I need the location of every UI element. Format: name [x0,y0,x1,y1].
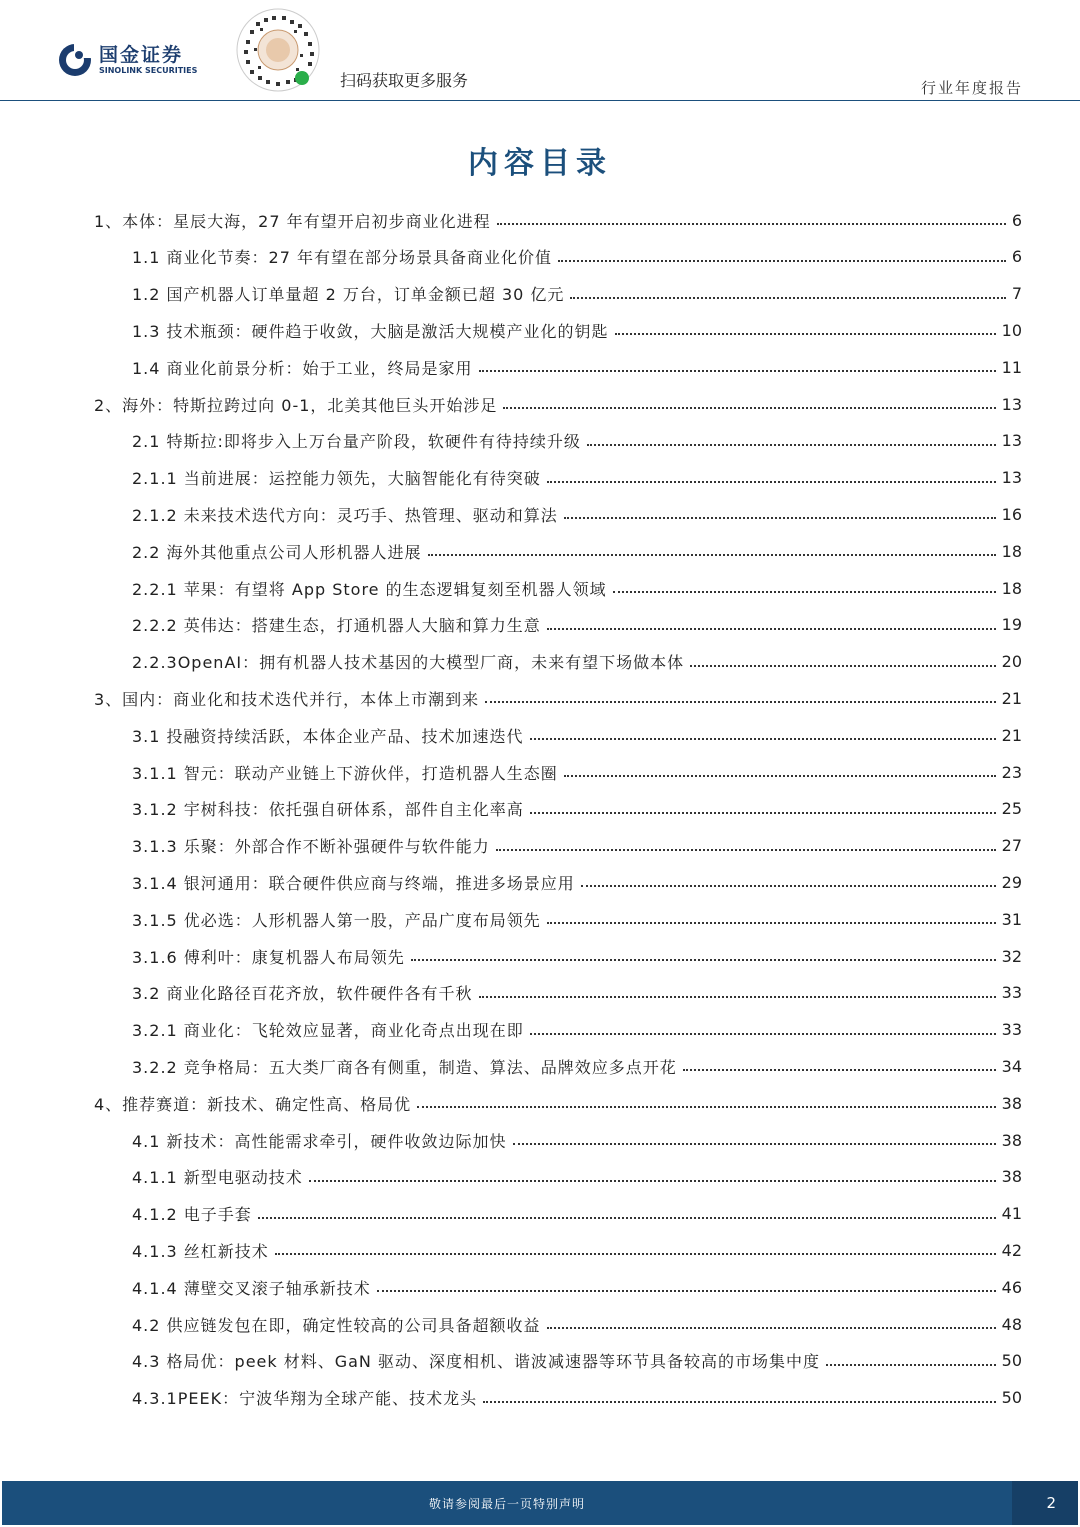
toc-dot-leader [513,1143,996,1145]
toc-dot-leader [615,333,996,335]
toc-entry-label: 1.3 技术瓶颈：硬件趋于收敛，大脑是激活大规模产业化的钥匙 [132,321,609,341]
toc-entry[interactable] [132,276,1022,312]
toc-entry-label: 1、本体：星辰大海，27 年有望开启初步商业化进程 [94,211,491,231]
toc-entry-page: 10 [1001,320,1022,340]
toc-entry-label: 3.1.3 乐聚：外部合作不断补强硬件与软件能力 [132,837,490,857]
toc-dot-leader [411,959,996,961]
toc-entry-page: 48 [1001,1314,1022,1334]
toc-entry[interactable] [132,239,1022,275]
toc-entry-page: 42 [1001,1240,1022,1260]
toc-entry-page: 19 [1001,615,1022,635]
page-header [0,0,1080,100]
toc-entry-page: 13 [1001,468,1022,488]
footer-page-box [1012,1481,1078,1525]
toc-entry-page: 31 [1001,909,1022,929]
toc-dot-leader [581,885,996,887]
report-type-label: 行业年度报告 [920,79,1023,97]
toc-entry[interactable] [132,1343,1022,1379]
toc-entry-label: 2、海外：特斯拉跨过向 0-1，北美其他巨头开始涉足 [94,395,498,415]
toc-entry[interactable] [132,349,1022,385]
toc-dot-leader [690,665,996,667]
toc-entry-label: 4.3 格局优：peek 材料、GaN 驱动、深度相机、谐波减速器等环节具备较高的市场集中度 [132,1352,820,1372]
toc-dot-leader [309,1180,996,1182]
toc-entry[interactable] [132,533,1022,569]
toc-entry-page: 34 [1001,1056,1022,1076]
toc-entry-label: 3.1.2 宇树科技：依托强自研体系，部件自主化率高 [132,800,524,820]
toc-entry-page: 11 [1001,357,1022,377]
toc-entry-page: 38 [1001,1130,1022,1150]
toc-entry-page: 33 [1001,1020,1022,1040]
toc-dot-leader [275,1253,996,1255]
toc-entry-label: 2.1.1 当前进展：运控能力领先，大脑智能化有待突破 [132,469,541,489]
toc-entry[interactable] [132,754,1022,790]
toc-entry-label: 1.1 商业化节奏：27 年有望在部分场景具备商业化价值 [132,248,552,268]
toc-dot-leader [417,1106,995,1108]
toc-entry[interactable] [94,202,1022,238]
toc-entry-label: 3.1.6 傅利叶：康复机器人布局领先 [132,947,405,967]
toc-dot-leader [587,444,996,446]
toc-entry-page: 33 [1001,983,1022,1003]
toc-entry-label: 3.1.4 银河通用：联合硬件供应商与终端，推进多场景应用 [132,873,575,893]
toc-entry-label: 4.1.3 丝杠新技术 [132,1241,269,1261]
toc-entry-label: 2.2.2 英伟达：搭建生态，打通机器人大脑和算力生意 [132,616,541,636]
toc-entry[interactable] [132,1048,1022,1084]
logo-english-name: SINOLINK SECURITIES [99,66,198,75]
toc-entry[interactable] [132,828,1022,864]
toc-entry[interactable] [132,1159,1022,1195]
toc-entry-page: 50 [1001,1388,1022,1408]
toc-entry-label: 3.1.1 智元：联动产业链上下游伙伴，打造机器人生态圈 [132,763,558,783]
toc-entry[interactable] [132,901,1022,937]
toc-entry-page: 25 [1001,799,1022,819]
toc-entry-label: 2.2 海外其他重点公司人形机器人进展 [132,542,422,562]
toc-dot-leader [503,407,995,409]
toc-entry-page: 18 [1001,578,1022,598]
toc-dot-leader [530,812,996,814]
toc-dot-leader [547,481,996,483]
qr-code-icon[interactable] [236,8,320,92]
toc-entry[interactable] [132,1269,1022,1305]
toc-entry[interactable] [132,1012,1022,1048]
toc-dot-leader [496,849,996,851]
toc-dot-leader [377,1290,996,1292]
toc-entry[interactable] [132,644,1022,680]
toc-entry[interactable] [132,1232,1022,1268]
toc-entry-page: 38 [1001,1093,1022,1113]
toc-entry-page: 27 [1001,836,1022,856]
toc-entry-label: 1.4 商业化前景分析：始于工业，终局是家用 [132,358,473,378]
toc-entry-label: 3.2.2 竞争格局：五大类厂商各有侧重，制造、算法、品牌效应多点开花 [132,1057,677,1077]
toc-dot-leader [558,260,1006,262]
toc-entry-label: 4.3.1PEEK：宁波华翔为全球产能、技术龙头 [132,1389,478,1409]
toc-entry-label: 3.2 商业化路径百花齐放，软件硬件各有千秋 [132,984,473,1004]
toc-dot-leader [613,591,996,593]
toc-dot-leader [258,1217,996,1219]
toc-dot-leader [547,922,996,924]
toc-entry-page: 23 [1001,762,1022,782]
toc-entry-label: 2.1 特斯拉:即将步入上万台量产阶段，软硬件有待持续升级 [132,432,581,452]
toc-entry-page: 16 [1001,504,1022,524]
toc-dot-leader [826,1364,996,1366]
toc-entry[interactable] [94,680,1022,716]
page-number: 2 [1046,1494,1056,1512]
toc-entry-label: 3.2.1 商业化：飞轮效应显著，商业化奇点出现在即 [132,1021,524,1041]
toc-entry[interactable] [132,975,1022,1011]
toc-entry-label: 2.2.3OpenAI：拥有机器人技术基因的大模型厂商，未来有望下场做本体 [132,653,685,673]
toc-dot-leader [547,628,996,630]
toc-dot-leader [530,738,996,740]
toc-entry-page: 32 [1001,946,1022,966]
toc-entry-label: 4.1 新技术：高性能需求牵引，硬件收敛边际加快 [132,1131,507,1151]
toc-entry-page: 6 [1011,210,1022,230]
toc-dot-leader [428,554,996,556]
logo-chinese-name: 国金证券 [99,44,184,66]
toc-entry-label: 1.2 国产机器人订单量超 2 万台，订单金额已超 30 亿元 [132,285,565,305]
toc-entry[interactable] [132,1196,1022,1232]
toc-dot-leader [570,297,1005,299]
toc-dot-leader [479,996,996,998]
toc-entry[interactable] [132,312,1022,348]
toc-entry[interactable] [132,938,1022,974]
toc-entry[interactable] [94,1085,1022,1121]
toc-dot-leader [547,1327,996,1329]
toc-entry-label: 4.1.4 薄壁交叉滚子轴承新技术 [132,1278,371,1298]
company-logo [58,43,197,77]
toc-entry-label: 2.1.2 未来技术迭代方向：灵巧手、热管理、驱动和算法 [132,505,558,525]
toc-entry-page: 13 [1001,394,1022,414]
toc-entry-page: 46 [1001,1277,1022,1297]
toc-entry-page: 29 [1001,872,1022,892]
toc-entry[interactable] [132,864,1022,900]
toc-entry-page: 13 [1001,431,1022,451]
toc-dot-leader [564,775,996,777]
toc-entry-label: 3.1.5 优必选：人形机器人第一股，产品广度布局领先 [132,910,541,930]
toc-entry-page: 21 [1001,725,1022,745]
toc-entry-page: 20 [1001,652,1022,672]
toc-entry-page: 21 [1001,688,1022,708]
toc-dot-leader [530,1033,996,1035]
toc-entry[interactable] [132,570,1022,606]
page-footer [2,1481,1078,1525]
toc-entry[interactable] [132,791,1022,827]
toc-entry-page: 50 [1001,1351,1022,1371]
toc-entry[interactable] [132,1306,1022,1342]
toc-dot-leader [483,1401,996,1403]
toc-entry-label: 3、国内：商业化和技术迭代并行，本体上市潮到来 [94,689,480,709]
toc-entry-page: 38 [1001,1167,1022,1187]
toc-entry-label: 4、推荐赛道：新技术、确定性高、格局优 [94,1094,412,1114]
toc-entry-page: 6 [1011,247,1022,267]
sinolink-logo-icon [58,43,92,77]
toc-entry[interactable] [132,1380,1022,1416]
toc-entry[interactable] [132,1122,1022,1158]
toc-entry[interactable] [132,717,1022,753]
toc-entry[interactable] [132,607,1022,643]
toc-dot-leader [564,517,996,519]
toc-dot-leader [497,223,1006,225]
toc-entry-label: 3.1 投融资持续活跃，本体企业产品、技术加速迭代 [132,726,524,746]
toc-dot-leader [683,1069,996,1071]
header-divider [0,100,1080,101]
toc-entry-label: 4.2 供应链发包在即，确定性较高的公司具备超额收益 [132,1315,541,1335]
toc-dot-leader [485,701,995,703]
toc-entry-page: 41 [1001,1204,1022,1224]
toc-entry-page: 7 [1011,284,1022,304]
toc-entry[interactable] [132,496,1022,532]
toc-entry-label: 4.1.2 电子手套 [132,1205,252,1225]
toc-entry-page: 18 [1001,541,1022,561]
toc-entry[interactable] [132,423,1022,459]
footer-disclaimer: 敬请参阅最后一页特别声明 [428,1497,585,1511]
toc-entry[interactable] [132,460,1022,496]
scan-for-service-text: 扫码获取更多服务 [340,71,469,90]
toc-entry-label: 4.1.1 新型电驱动技术 [132,1168,303,1188]
toc-entry[interactable] [94,386,1022,422]
page-title: 内容目录 [468,146,612,181]
toc-dot-leader [479,370,996,372]
toc-entry-label: 2.2.1 苹果：有望将 App Store 的生态逻辑复刻至机器人领域 [132,579,607,599]
